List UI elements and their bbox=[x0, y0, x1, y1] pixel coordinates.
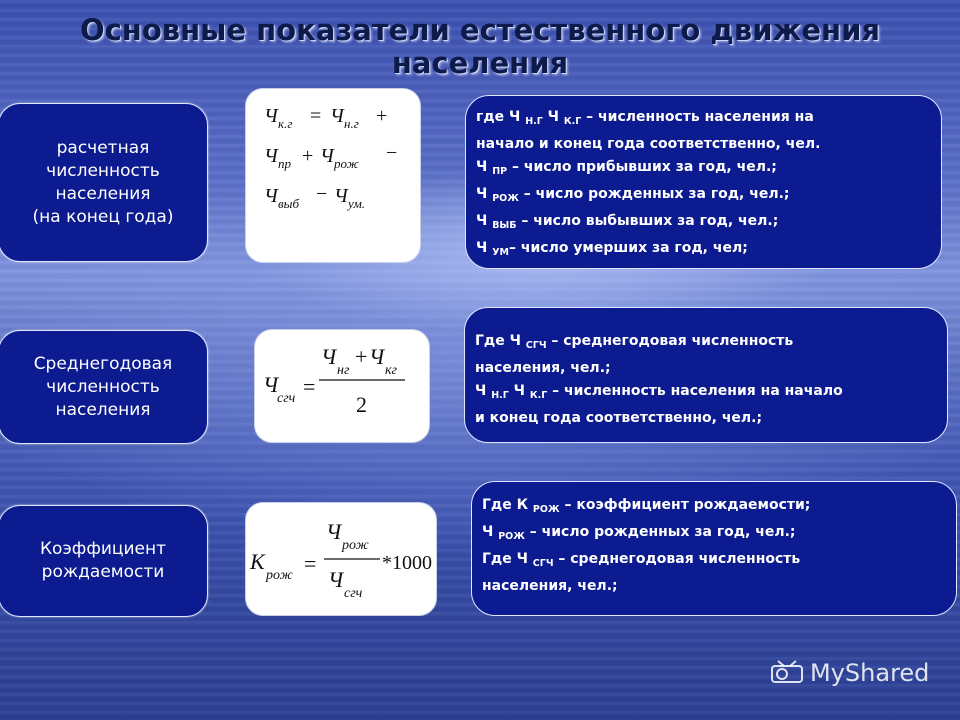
formula-subscript: сгч bbox=[277, 391, 296, 406]
formula-operator: − bbox=[386, 142, 398, 164]
formula-operator: + bbox=[376, 105, 388, 127]
formula-subscript: нг bbox=[337, 363, 350, 378]
formula-operator: + bbox=[355, 344, 368, 369]
formula-box-average-annual bbox=[254, 329, 430, 443]
label-birth-rate bbox=[0, 505, 208, 617]
formula-operator: = bbox=[310, 105, 322, 127]
label-average-annual-population bbox=[0, 330, 208, 444]
slide-title-line1: Основные показатели естественного движения bbox=[79, 13, 881, 47]
formula-multiplier: *1000 bbox=[382, 552, 432, 574]
formula-denominator: 2 bbox=[356, 392, 367, 417]
slide-title-line2: населения bbox=[391, 46, 569, 80]
formula-symbol: Ч bbox=[328, 567, 344, 592]
desc-line: Ч $_{УМ}$– число умерших за год, чел; bbox=[476, 240, 748, 258]
description-average-annual bbox=[464, 307, 948, 443]
formula-box-birth-rate bbox=[245, 502, 437, 616]
description-end-of-year bbox=[465, 95, 942, 269]
label-line: численность bbox=[46, 376, 160, 397]
label-line: населения bbox=[55, 183, 151, 204]
formula-subscript: рож bbox=[334, 156, 359, 171]
label-line: (на конец года) bbox=[32, 206, 174, 227]
formula-symbol: Ч bbox=[264, 105, 278, 127]
formula-symbol: К bbox=[250, 549, 265, 574]
label-line: численность bbox=[46, 160, 160, 181]
formula-symbol: Ч bbox=[264, 145, 278, 167]
desc-line: Ч $_{РОЖ}$ – число рожденных за год, чел.; bbox=[482, 524, 796, 542]
desc-line: и конец года соответственно, чел.; bbox=[475, 410, 763, 426]
formula-symbol: Ч bbox=[264, 185, 278, 207]
formula-symbol: Ч bbox=[330, 105, 344, 127]
formula-birth-rate bbox=[246, 503, 436, 615]
formula-subscript: рож bbox=[342, 538, 369, 553]
formula-subscript: ум. bbox=[348, 196, 365, 211]
desc-line: населения, чел.; bbox=[482, 578, 618, 594]
formula-symbol: Ч bbox=[334, 185, 348, 207]
formula-operator: = bbox=[303, 374, 316, 399]
watermark bbox=[770, 658, 929, 688]
desc-line: Где Ч $_{СГЧ}$ – среднегодовая численность bbox=[475, 333, 794, 351]
formula-average-annual bbox=[255, 330, 429, 442]
label-line: Коэффициент bbox=[39, 539, 166, 559]
desc-line: Ч $_{ВЫБ}$ – число выбывших за год, чел.; bbox=[476, 213, 779, 231]
desc-line: Ч $_{ПР}$ – число прибывших за год, чел.; bbox=[476, 159, 777, 177]
desc-line: Ч $_{РОЖ}$ – число рожденных за год, чел.; bbox=[476, 186, 790, 204]
formula-operator: − bbox=[316, 183, 328, 205]
desc-line: Ч $_{Н.Г}$ Ч $_{К.Г}$ – численность населения на начало bbox=[475, 383, 843, 401]
formula-end-of-year bbox=[246, 89, 420, 262]
formula-operator: = bbox=[304, 551, 317, 576]
label-line: расчетная bbox=[56, 137, 150, 158]
formula-symbol: Ч bbox=[369, 344, 385, 369]
formula-subscript: к.г bbox=[278, 116, 293, 131]
description-birth-rate bbox=[471, 481, 957, 616]
formula-subscript: сгч bbox=[344, 586, 363, 601]
formula-subscript: рож bbox=[266, 568, 293, 583]
projector-icon bbox=[770, 658, 804, 688]
formula-subscript: пр bbox=[278, 156, 291, 171]
label-line: населения bbox=[55, 399, 151, 420]
slide-title bbox=[0, 14, 960, 80]
desc-line: где Ч $_{Н.Г}$ Ч $_{К.Г}$ – численность населения на bbox=[476, 109, 814, 127]
formula-box-end-of-year bbox=[245, 88, 421, 263]
formula-subscript: кг bbox=[385, 363, 398, 378]
label-calculated-population bbox=[0, 103, 208, 262]
desc-line: населения, чел.; bbox=[475, 360, 611, 376]
formula-symbol: Ч bbox=[320, 145, 334, 167]
formula-symbol: Ч bbox=[263, 372, 279, 397]
formula-subscript: выб bbox=[278, 196, 299, 211]
formula-operator: + bbox=[302, 145, 314, 167]
watermark-text: MyShared bbox=[810, 659, 930, 687]
desc-line: Где Ч $_{СГЧ}$ – среднегодовая численность bbox=[482, 551, 801, 569]
label-line: Среднегодовая bbox=[33, 353, 173, 374]
desc-line: Где К $_{РОЖ}$ – коэффициент рождаемости; bbox=[482, 497, 811, 515]
formula-subscript: н.г bbox=[344, 116, 359, 131]
desc-line: начало и конец года соответственно, чел. bbox=[476, 136, 821, 152]
formula-symbol: Ч bbox=[321, 344, 337, 369]
label-line: рождаемости bbox=[41, 562, 165, 582]
formula-symbol: Ч bbox=[326, 519, 342, 544]
